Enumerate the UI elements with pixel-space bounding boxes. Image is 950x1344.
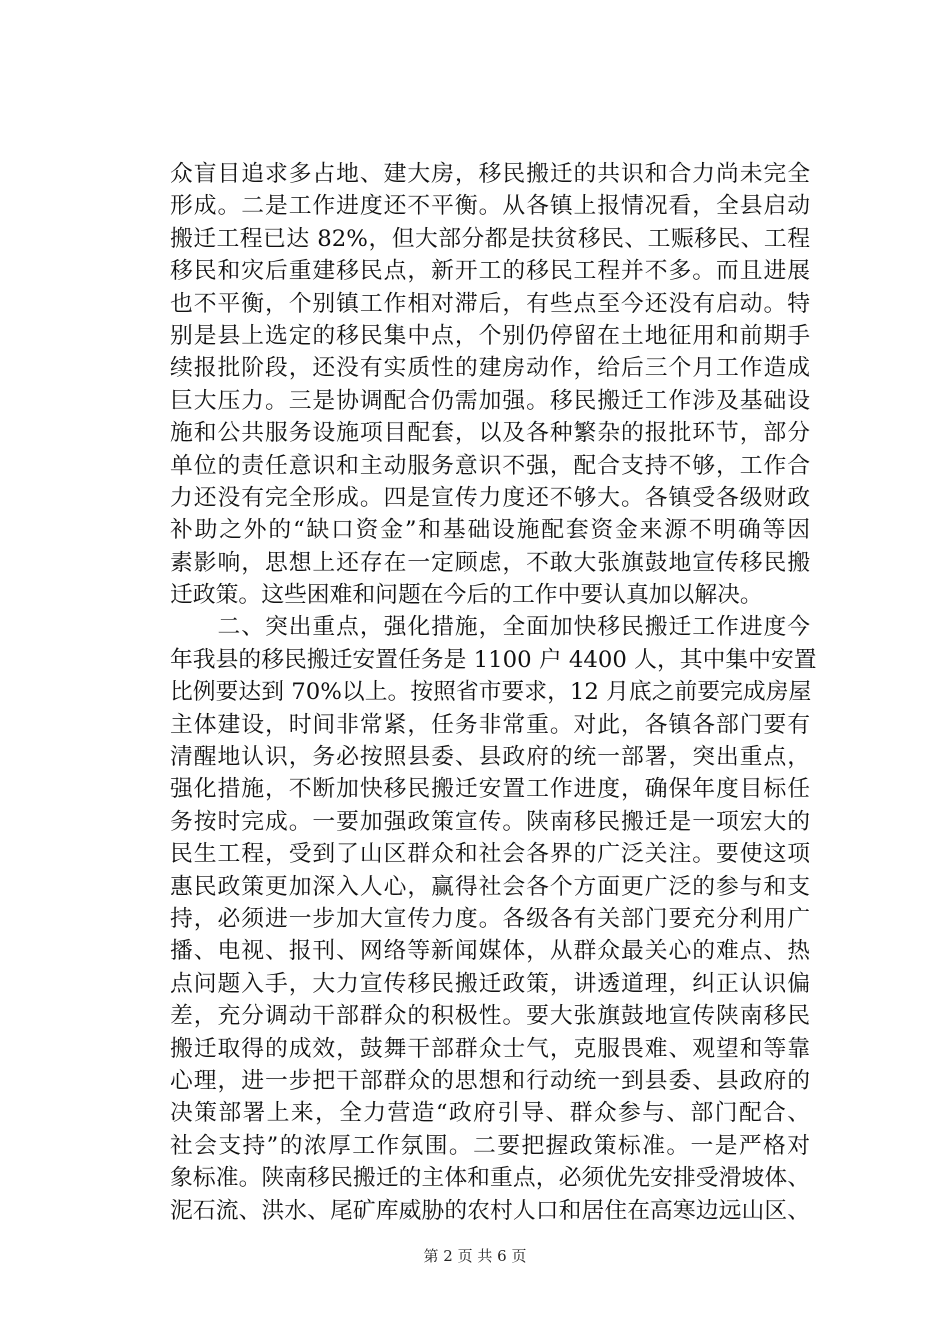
text-line: 搬迁取得的成效，鼓舞干部群众士气，克服畏难、观望和等靠 — [170, 1035, 810, 1062]
text-line: 清醒地认识，务必按照县委、县政府的统一部署，突出重点， — [170, 744, 810, 771]
text-line: 施和公共服务设施项目配套，以及各种繁杂的报批环节，部分 — [170, 420, 810, 447]
text-line: 强化措施，不断加快移民搬迁安置工作进度，确保年度目标任 — [170, 776, 810, 803]
text-line: 巨大压力。三是协调配合仍需加强。移民搬迁工作涉及基础设 — [170, 387, 810, 414]
text-line: 迁政策。这些困难和问题在今后的工作中要认真加以解决。 — [170, 582, 763, 609]
text-line: 也不平衡，个别镇工作相对滞后，有些点至今还没有启动。特 — [170, 290, 810, 317]
text-line: 比例要达到 70%以上。按照省市要求，12 月底之前要完成房屋 — [170, 679, 812, 706]
text-line: 别是县上选定的移民集中点，个别仍停留在土地征用和前期手 — [170, 322, 810, 349]
text-line: 主体建设，时间非常紧，任务非常重。对此，各镇各部门要有 — [170, 711, 810, 738]
text-line: 搬迁工程已达 82%，但大部分都是扶贫移民、工赈移民、工程 — [170, 225, 810, 252]
text-line: 点问题入手，大力宣传移民搬迁政策，讲透道理，纠正认识偏 — [170, 970, 810, 997]
text-line: 决策部署上来，全力营造“政府引导、群众参与、部门配合、 — [170, 1100, 810, 1127]
text-line: 补助之外的“缺口资金”和基础设施配套资金来源不明确等因 — [170, 517, 810, 544]
text-line: 差，充分调动干部群众的积极性。要大张旗鼓地宣传陕南移民 — [170, 1003, 810, 1030]
text-line: 惠民政策更加深入人心，赢得社会各个方面更广泛的参与和支 — [170, 873, 810, 900]
text-line: 播、电视、报刊、网络等新闻媒体，从群众最关心的难点、热 — [170, 938, 810, 965]
text-line: 移民和灾后重建移民点，新开工的移民工程并不多。而且进展 — [170, 258, 810, 285]
text-line: 持，必须进一步加大宣传力度。各级各有关部门要充分利用广 — [170, 905, 810, 932]
text-line: 素影响，思想上还存在一定顾虑，不敢大张旗鼓地宣传移民搬 — [170, 549, 810, 576]
text-line: 众盲目追求多占地、建大房，移民搬迁的共识和合力尚未完全 — [170, 161, 810, 187]
text-line: 务按时完成。一要加强政策宣传。陕南移民搬迁是一项宏大的 — [170, 808, 810, 835]
text-line: 年我县的移民搬迁安置任务是 1100 户 4400 人，其中集中安置 — [170, 646, 817, 673]
text-line: 社会支持”的浓厚工作氛围。二要把握政策标准。一是严格对 — [170, 1132, 810, 1159]
text-line: 续报批阶段，还没有实质性的建房动作，给后三个月工作造成 — [170, 355, 810, 382]
page-number-footer: 第 2 页 共 6 页 — [423, 1247, 527, 1265]
text-line: 泥石流、洪水、尾矿库威胁的农村人口和居住在高寒边远山区、 — [170, 1197, 810, 1224]
text-line: 二、突出重点，强化措施，全面加快移民搬迁工作进度今 — [170, 614, 810, 641]
body-text — [170, 158, 817, 1227]
text-line: 单位的责任意识和主动服务意识不强，配合支持不够，工作合 — [170, 452, 810, 479]
text-line: 形成。二是工作进度还不平衡。从各镇上报情况看，全县启动 — [170, 193, 810, 220]
text-line: 象标准。陕南移民搬迁的主体和重点，必须优先安排受滑坡体、 — [170, 1165, 810, 1192]
text-line: 民生工程，受到了山区群众和社会各界的广泛关注。要使这项 — [170, 841, 810, 868]
text-line: 力还没有完全形成。四是宣传力度还不够大。各镇受各级财政 — [170, 484, 810, 511]
text-line: 心理，进一步把干部群众的思想和行动统一到县委、县政府的 — [170, 1067, 810, 1094]
